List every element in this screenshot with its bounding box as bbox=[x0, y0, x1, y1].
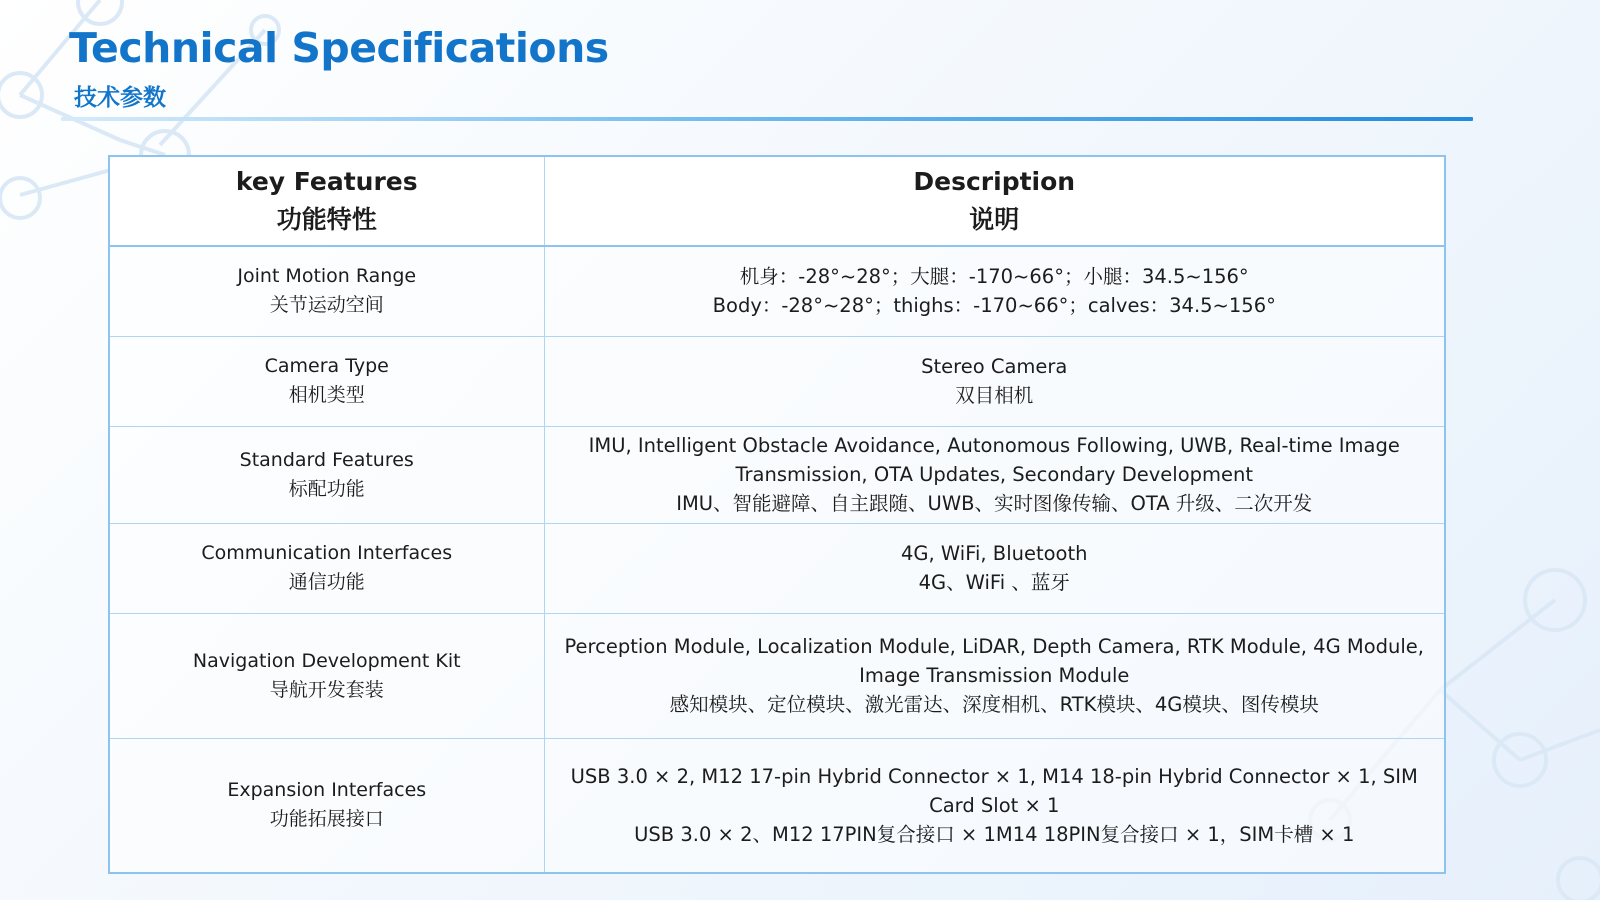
feature-cell bbox=[109, 738, 544, 873]
description-cell bbox=[544, 246, 1445, 336]
feature-name-en: Navigation Development Kit bbox=[192, 649, 461, 672]
feature-name-zh: 相机类型 bbox=[288, 384, 365, 406]
description-cell bbox=[544, 613, 1445, 738]
column-header-zh: 说明 bbox=[969, 205, 1020, 234]
table-row bbox=[109, 246, 1445, 336]
feature-name-en: Standard Features bbox=[239, 448, 414, 471]
feature-name-zh: 通信功能 bbox=[288, 571, 365, 593]
feature-cell bbox=[109, 523, 544, 613]
description-line: IMU、智能避障、自主跟随、UWB、实时图像传输、OTA 升级、二次开发 bbox=[676, 492, 1313, 515]
feature-name-en: Camera Type bbox=[264, 355, 389, 377]
feature-name-zh: 功能拓展接口 bbox=[269, 808, 384, 831]
description-line: IMU, Intelligent Obstacle Avoidance, Autonomous Following, UWB, Real-time Image bbox=[588, 434, 1400, 457]
page-title: Technical Specifications bbox=[69, 24, 609, 72]
feature-name-zh: 标配功能 bbox=[288, 477, 365, 500]
feature-name-zh: 关节运动空间 bbox=[269, 294, 384, 317]
feature-name-zh: 导航开发套装 bbox=[269, 678, 384, 701]
description-line: 双目相机 bbox=[955, 384, 1034, 407]
feature-cell bbox=[109, 246, 544, 336]
feature-name-en: Joint Motion Range bbox=[237, 265, 417, 288]
description-cell bbox=[544, 738, 1445, 873]
spec-table bbox=[108, 155, 1446, 874]
description-line: USB 3.0 × 2、M12 17PIN复合接口 × 1M14 18PIN复合接口 × 1，SIM卡槽 × 1 bbox=[634, 822, 1355, 846]
column-header-en: key Features bbox=[235, 167, 418, 196]
feature-name-en: Communication Interfaces bbox=[201, 542, 453, 564]
title-underline bbox=[61, 117, 1473, 121]
feature-name-en: Expansion Interfaces bbox=[227, 779, 427, 802]
description-line: Stereo Camera bbox=[921, 355, 1068, 378]
column-header-description bbox=[544, 156, 1445, 246]
table-header-row bbox=[109, 156, 1445, 246]
column-header-zh: 功能特性 bbox=[276, 205, 377, 234]
description-line: Card Slot × 1 bbox=[929, 793, 1060, 817]
table-row bbox=[109, 336, 1445, 426]
feature-cell bbox=[109, 336, 544, 426]
feature-cell bbox=[109, 426, 544, 523]
description-line: Transmission, OTA Updates, Secondary Development bbox=[735, 463, 1254, 486]
description-line: Body：-28°~28°；thighs：-170~66°；calves：34.5~156° bbox=[712, 294, 1276, 318]
description-line: 机身：-28°~28°；大腿：-170~66°；小腿：34.5~156° bbox=[739, 265, 1249, 289]
page-subtitle: 技术参数 bbox=[74, 85, 166, 111]
description-cell bbox=[544, 336, 1445, 426]
column-header-en: Description bbox=[913, 167, 1076, 196]
description-line: Perception Module, Localization Module, LiDAR, Depth Camera, RTK Module, 4G Module, bbox=[564, 635, 1424, 658]
column-header-features bbox=[109, 156, 544, 246]
description-line: Image Transmission Module bbox=[859, 664, 1130, 687]
table-row bbox=[109, 738, 1445, 873]
description-line: 感知模块、定位模块、激光雷达、深度相机、RTK模块、4G模块、图传模块 bbox=[669, 693, 1319, 716]
description-cell bbox=[544, 523, 1445, 613]
table-row bbox=[109, 426, 1445, 523]
description-line: 4G、WiFi 、蓝牙 bbox=[918, 571, 1070, 594]
table-row bbox=[109, 613, 1445, 738]
description-line: USB 3.0 × 2, M12 17-pin Hybrid Connector × 1, M14 18-pin Hybrid Connector × 1, SIM bbox=[570, 764, 1418, 788]
table-row bbox=[109, 523, 1445, 613]
feature-cell bbox=[109, 613, 544, 738]
description-line: 4G, WiFi, Bluetooth bbox=[901, 542, 1088, 565]
description-cell bbox=[544, 426, 1445, 523]
